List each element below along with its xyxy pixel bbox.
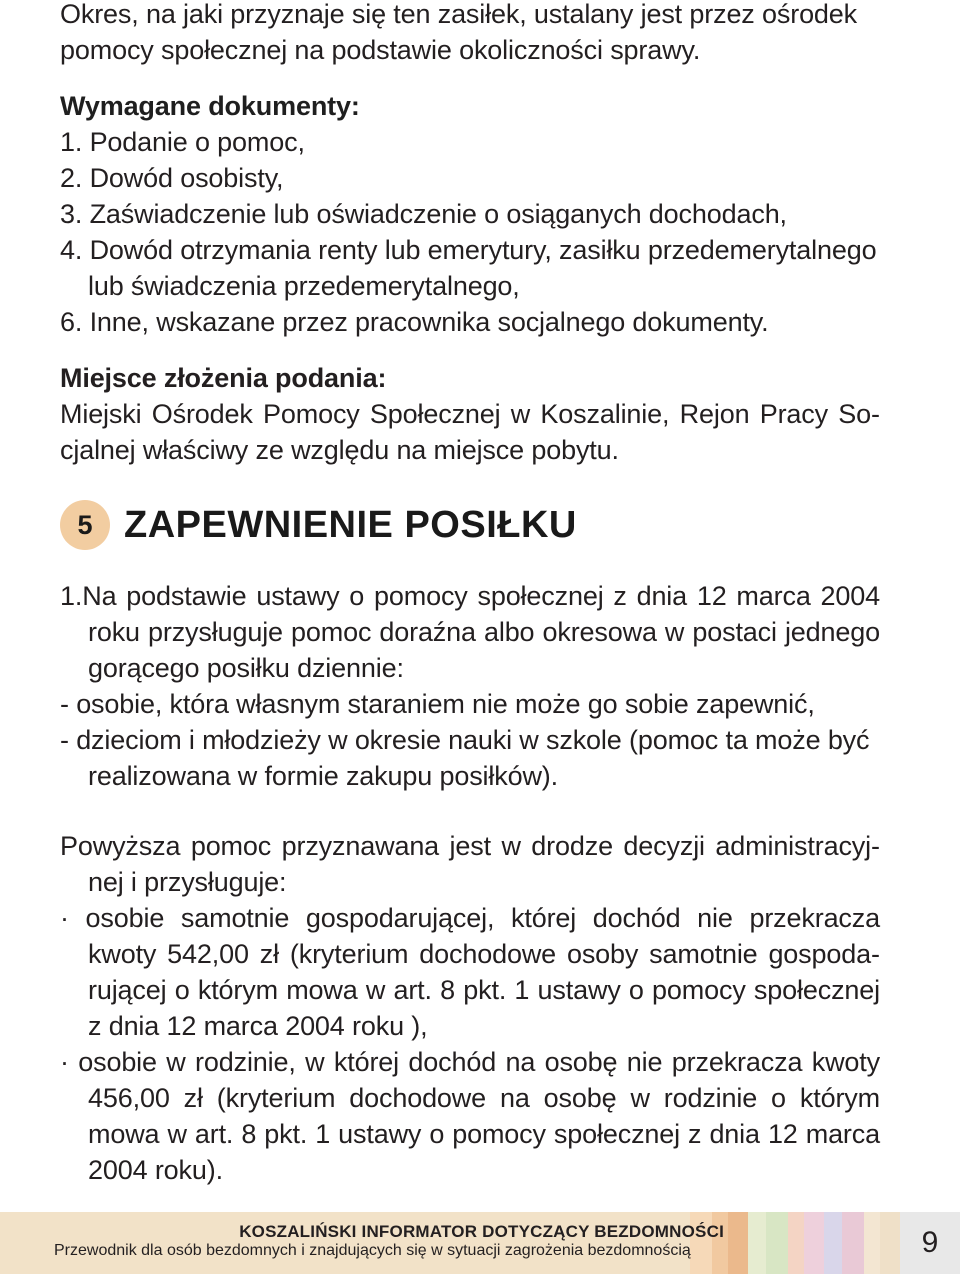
- footer-stripe: [804, 1212, 824, 1274]
- page-number: 9: [900, 1212, 960, 1274]
- section-header: [60, 500, 577, 550]
- point-1-text: 1.Na podstawie ustawy o pomocy społecznej z dnia 12 marca 2004 roku przysługuje pomoc doraźna albo okresowa w postaci jednego gorącego posiłku dziennie:: [60, 581, 880, 683]
- place-text: Miejski Ośrodek Pomocy Społecznej w Koszalinie, Rejon Pracy Socjalnej właściwy ze względu na miejsce pobytu.: [60, 399, 880, 465]
- footer-stripe: [788, 1212, 804, 1274]
- bullet-item: · osobie w rodzinie, w której dochód na osobę nie przekracza kwoty 456,00 zł (kryterium dochodowe na osobę w rodzinie o którym mowa w art. 8 pkt. 1 ustawy o pomocy społecznej z dnia 12 marca 2004 roku).: [60, 1047, 880, 1185]
- footer-title: KOSZALIŃSKI INFORMATOR DOTYCZĄCY BEZDOMNOŚCI: [239, 1222, 724, 1241]
- list-item: 6. Inne, wskazane przez pracownika socjalnego dokumenty.: [60, 307, 769, 337]
- required-docs-list: [60, 124, 880, 340]
- section-number-badge: 5: [60, 500, 110, 550]
- footer-stripe: [766, 1212, 788, 1274]
- footer-stripe: [842, 1212, 864, 1274]
- footer-subtitle: Przewodnik dla osób bezdomnych i znajdujących się w sytuacji zagrożenia bezdomnością: [54, 1242, 691, 1259]
- list-item: 3. Zaświadczenie lub oświadczenie o osiąganych dochodach,: [60, 199, 787, 229]
- footer-stripe: [728, 1212, 748, 1274]
- place-heading: Miejsce złożenia podania:: [60, 363, 387, 393]
- intro-paragraph: Okres, na jaki przyznaje się ten zasiłek, ustalany jest przez ośrodek pomocy społecznej na podstawie okoliczności sprawy.: [60, 0, 858, 65]
- page-footer: [0, 1212, 960, 1274]
- bullet-item: · osobie samotnie gospodarującej, której dochód nie przekracza kwoty 542,00 zł (kryterium dochodowe osoby samotnie gospodarującej o którym mowa w art. 8 pkt. 1 ustawy o pomocy społecznej z dnia 12 marca 2004 roku ),: [60, 903, 880, 1041]
- footer-stripe: [824, 1212, 842, 1274]
- list-item: 1. Podanie o pomoc,: [60, 127, 305, 157]
- section-eligibility: [60, 828, 880, 1188]
- dash-item: - osobie, która własnym staraniem nie może go sobie zapewnić,: [60, 689, 815, 719]
- footer-stripe: [880, 1212, 900, 1274]
- list-item: 2. Dowód osobisty,: [60, 163, 284, 193]
- dash-item: - dzieciom i młodzieży w okresie nauki w szkole (pomoc ta może być realizowana w formie zakupu posiłków).: [60, 725, 870, 791]
- list-item: 4. Dowód otrzymania renty lub emerytury, zasiłku przedemerytalnego lub świadczenia przedemerytalnego,: [60, 235, 877, 301]
- footer-stripe: [748, 1212, 766, 1274]
- required-docs-heading: Wymagane dokumenty:: [60, 91, 360, 121]
- section-point-1: [60, 578, 880, 794]
- section-title: ZAPEWNIENIE POSIŁKU: [124, 503, 577, 546]
- eligibility-intro: Powyższa pomoc przyznawana jest w drodze decyzji administracyjnej i przysługuje:: [60, 831, 880, 897]
- footer-stripe: [864, 1212, 880, 1274]
